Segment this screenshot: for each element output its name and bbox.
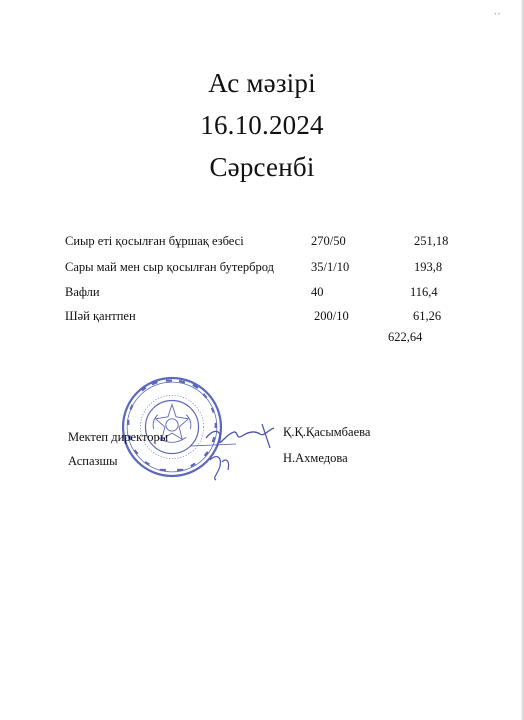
dish-portion: 200/10 bbox=[314, 309, 349, 323]
dish-name: Шәй қантпен bbox=[65, 309, 136, 323]
dish-portion: 35/1/10 bbox=[311, 260, 350, 274]
cook-title: Аспазшы bbox=[68, 454, 118, 468]
dish-price: 116,4 bbox=[410, 285, 438, 299]
dish-price: 251,18 bbox=[414, 234, 449, 248]
dish-name: Сиыр еті қосылған бұршақ езбесі bbox=[65, 234, 244, 248]
menu-total: 622,64 bbox=[388, 330, 423, 344]
dish-name: Вафли bbox=[65, 285, 100, 299]
dish-portion: 270/50 bbox=[311, 234, 346, 248]
menu-date: 16.10.2024 bbox=[200, 110, 324, 140]
director-signature-icon bbox=[176, 420, 296, 482]
dish-price: 61,26 bbox=[413, 309, 442, 323]
menu-weekday: Сәрсенбі bbox=[209, 152, 315, 182]
dish-portion: 40 bbox=[311, 285, 324, 299]
dish-name: Сары май мен сыр қосылған бутерброд bbox=[65, 260, 275, 274]
cook-name: Н.Ахмедова bbox=[283, 451, 348, 465]
menu-title: Ас мәзірі bbox=[208, 68, 316, 98]
director-name: Қ.Қ.Қасымбаева bbox=[283, 425, 371, 439]
director-title: Мектеп директоры bbox=[68, 430, 169, 444]
dish-price: 193,8 bbox=[414, 260, 443, 274]
corner-scan-mark: • • bbox=[494, 12, 500, 18]
